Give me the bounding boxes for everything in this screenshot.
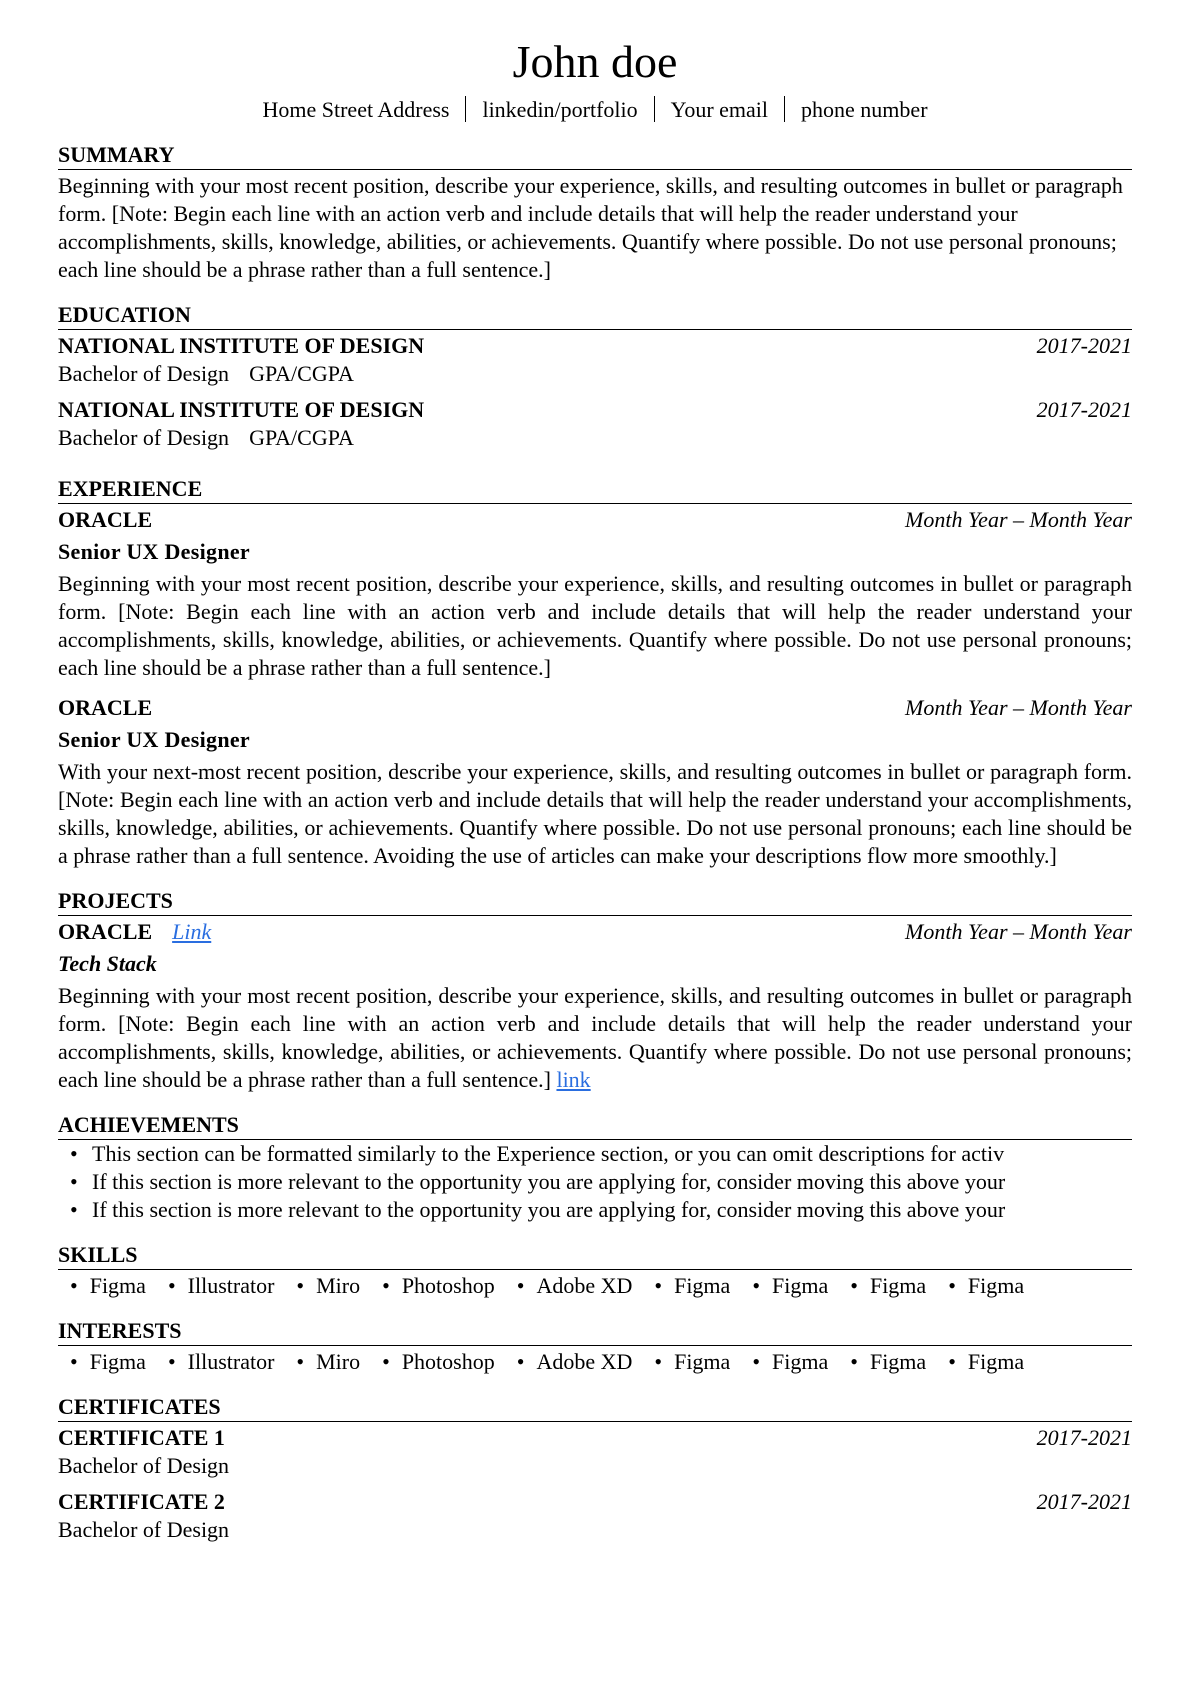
interest-item: • Illustrator: [156, 1349, 274, 1374]
education-section: [58, 302, 1132, 452]
skill-item: • Miro: [284, 1273, 360, 1298]
experience-dates: Month Year – Month Year: [905, 695, 1132, 720]
interest-item: • Miro: [284, 1349, 360, 1374]
section-title-education: EDUCATION: [58, 302, 1132, 330]
experience-description: Beginning with your most recent position, describe your experience, skills, and resulting outcomes in bullet or paragraph form. [Note: Begin each line with an action verb and include details that will help the reader understand your accomplishments, skills, knowledge, abilities, or achievements. Quantify where possible. Do not use personal pronouns; each line should be a phrase rather than a full sentence.]: [58, 571, 1132, 680]
certificate-item: [58, 1488, 1132, 1544]
contact-divider: [465, 96, 466, 122]
achievements-section: [58, 1112, 1132, 1224]
certificate-detail: Bachelor of Design: [58, 1517, 230, 1542]
project-tech-stack: Tech Stack: [58, 951, 157, 976]
skill-item: • Figma: [936, 1273, 1024, 1298]
experience-role: Senior UX Designer: [58, 539, 250, 564]
contact-address: Home Street Address: [262, 97, 450, 122]
project-description-text: Beginning with your most recent position, describe your experience, skills, and resulting outcomes in bullet or paragraph form. [Note: Begin each line with an action verb and include details that will help the reader understand your accomplishments, skills, knowledge, abilities, or achievements. Quantify where possible. Do not use personal pronouns; each line should be a phrase rather than a full sentence.]: [58, 983, 1132, 1092]
section-title-skills: SKILLS: [58, 1242, 1132, 1270]
experience-role: Senior UX Designer: [58, 727, 250, 752]
interest-item: • Figma: [838, 1349, 926, 1374]
project-item: [58, 918, 1132, 1094]
section-title-certificates: CERTIFICATES: [58, 1394, 1132, 1422]
interest-item: • Figma: [642, 1349, 730, 1374]
skill-item: • Figma: [642, 1273, 730, 1298]
skill-item: • Figma: [58, 1273, 146, 1298]
projects-section: [58, 888, 1132, 1094]
candidate-name: John doe: [512, 36, 678, 87]
contact-portfolio: linkedin/portfolio: [482, 97, 638, 122]
section-title-achievements: ACHIEVEMENTS: [58, 1112, 1132, 1140]
achievements-list: [58, 1140, 1132, 1224]
education-gpa: GPA/CGPA: [249, 361, 354, 386]
education-school: NATIONAL INSTITUTE OF DESIGN: [58, 397, 425, 422]
contact-divider: [784, 96, 785, 122]
skills-list: [58, 1272, 1132, 1300]
certificate-item: [58, 1424, 1132, 1480]
interest-item: • Figma: [936, 1349, 1024, 1374]
project-inline-link[interactable]: link: [556, 1067, 591, 1092]
education-gpa: GPA/CGPA: [249, 425, 354, 450]
skill-item: • Adobe XD: [505, 1273, 633, 1298]
project-link[interactable]: Link: [172, 919, 212, 944]
interests-section: [58, 1318, 1132, 1376]
certificate-dates: 2017-2021: [1036, 1425, 1132, 1450]
experience-item: [58, 506, 1132, 682]
education-item: [58, 332, 1132, 388]
certificate-detail: Bachelor of Design: [58, 1453, 230, 1478]
section-title-experience: EXPERIENCE: [58, 476, 1132, 504]
education-degree: Bachelor of Design: [58, 425, 230, 450]
experience-company: ORACLE: [58, 507, 153, 532]
project-dates: Month Year – Month Year: [905, 919, 1132, 944]
certificate-name: CERTIFICATE 2: [58, 1489, 225, 1514]
education-school: NATIONAL INSTITUTE OF DESIGN: [58, 333, 425, 358]
contact-line: [58, 96, 1132, 124]
experience-item: [58, 694, 1132, 870]
project-description: [58, 982, 1132, 1094]
skill-item: • Illustrator: [156, 1273, 274, 1298]
interest-item: • Photoshop: [370, 1349, 495, 1374]
certificate-dates: 2017-2021: [1036, 1489, 1132, 1514]
certificates-section: [58, 1394, 1132, 1544]
certificate-name: CERTIFICATE 1: [58, 1425, 225, 1450]
skill-item: • Figma: [838, 1273, 926, 1298]
section-title-summary: SUMMARY: [58, 142, 1132, 170]
list-item: • If this section is more relevant to the opportunity you are applying for, consider moving this above your: [70, 1168, 1132, 1196]
contact-phone: phone number: [801, 97, 928, 122]
experience-description: With your next-most recent position, describe your experience, skills, and resulting outcomes in bullet or paragraph form. [Note: Begin each line with an action verb and include details that will help the reader understand your accomplishments, skills, knowledge, abilities, or achievements. Quantify where possible. Do not use personal pronouns; each line should be a phrase rather than a full sentence. Avoiding the use of articles can make your descriptions flow more smoothly.]: [58, 759, 1132, 868]
experience-section: [58, 476, 1132, 870]
interest-item: • Adobe XD: [505, 1349, 633, 1374]
summary-section: [58, 142, 1132, 284]
list-item: • This section can be formatted similarly to the Experience section, or you can omit descriptions for activ: [70, 1140, 1132, 1168]
interest-item: • Figma: [58, 1349, 146, 1374]
list-item: • If this section is more relevant to the opportunity you are applying for, consider moving this above your: [70, 1196, 1132, 1224]
experience-dates: Month Year – Month Year: [905, 507, 1132, 532]
contact-email: Your email: [670, 97, 769, 122]
skill-item: • Figma: [740, 1273, 828, 1298]
summary-text: Beginning with your most recent position, describe your experience, skills, and resulting outcomes in bullet or paragraph form. [Note: Begin each line with an action verb and include details that will help the reader understand your accomplishments, skills, knowledge, abilities, or achievements. Quantify where possible. Do not use personal pronouns; each line should be a phrase rather than a full sentence.]: [58, 173, 1123, 282]
education-dates: 2017-2021: [1036, 397, 1132, 422]
education-item: [58, 396, 1132, 452]
section-title-projects: PROJECTS: [58, 888, 1132, 916]
education-degree: Bachelor of Design: [58, 361, 230, 386]
experience-company: ORACLE: [58, 695, 153, 720]
project-name: ORACLE: [58, 919, 153, 944]
interests-list: [58, 1348, 1132, 1376]
interest-item: • Figma: [740, 1349, 828, 1374]
education-dates: 2017-2021: [1036, 333, 1132, 358]
skills-section: [58, 1242, 1132, 1300]
contact-divider: [654, 96, 655, 122]
section-title-interests: INTERESTS: [58, 1318, 1132, 1346]
skill-item: • Photoshop: [370, 1273, 495, 1298]
